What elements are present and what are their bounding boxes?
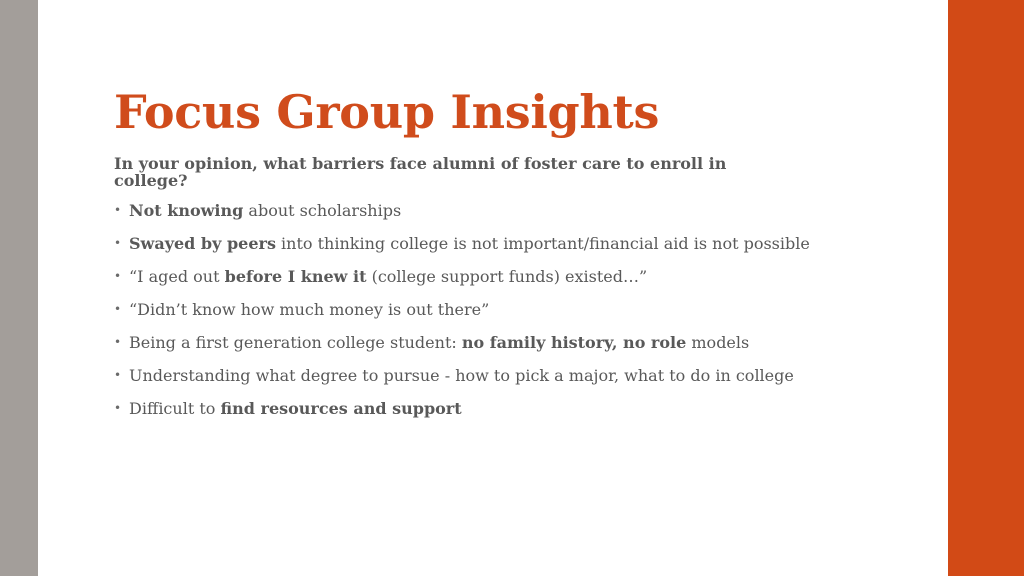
bullet-list (114, 202, 854, 433)
bullet-text: into thinking college is not important/financial aid is not possible (275, 234, 810, 253)
bullet-text: Being a first generation college student: (129, 333, 462, 352)
bullet-text: models (686, 333, 750, 352)
bullet-not-knowing (114, 202, 854, 219)
bullet-text: about scholarships (243, 201, 402, 220)
bullet-text: “I aged out (129, 267, 225, 286)
bullet-aged-out (114, 268, 854, 285)
bullet-text: “Didn’t know how much money is out there” (129, 300, 490, 319)
bullet-bold-text: Not knowing (129, 201, 244, 220)
bullet-marker: • (114, 302, 122, 316)
left-accent-bar (0, 0, 38, 576)
bullet-bold-text: Swayed by peers (129, 234, 276, 253)
bullet-first-generation (114, 334, 854, 351)
bullet-marker: • (114, 236, 122, 250)
slide-title: Focus Group Insights (114, 85, 660, 139)
bullet-bold-text: find resources and support (220, 399, 462, 418)
bullet-text: Difficult to (129, 399, 221, 418)
slide-question: In your opinion, what barriers face alumni of foster care to enroll in college? (114, 154, 727, 190)
bullet-degree-choice (114, 367, 854, 384)
bullet-marker: • (114, 203, 122, 217)
bullet-marker: • (114, 335, 122, 349)
bullet-resources (114, 400, 854, 417)
bullet-marker: • (114, 269, 122, 283)
bullet-marker: • (114, 401, 122, 415)
bullet-bold-text: before I knew it (224, 267, 367, 286)
bullet-money-quote (114, 301, 854, 318)
bullet-text: Understanding what degree to pursue - how to pick a major, what to do in college (129, 366, 794, 385)
bullet-bold-text: no family history, no role (461, 333, 687, 352)
right-accent-bar (948, 0, 1024, 576)
bullet-swayed-by-peers (114, 235, 854, 252)
bullet-text: (college support funds) existed…” (366, 267, 648, 286)
bullet-marker: • (114, 368, 122, 382)
